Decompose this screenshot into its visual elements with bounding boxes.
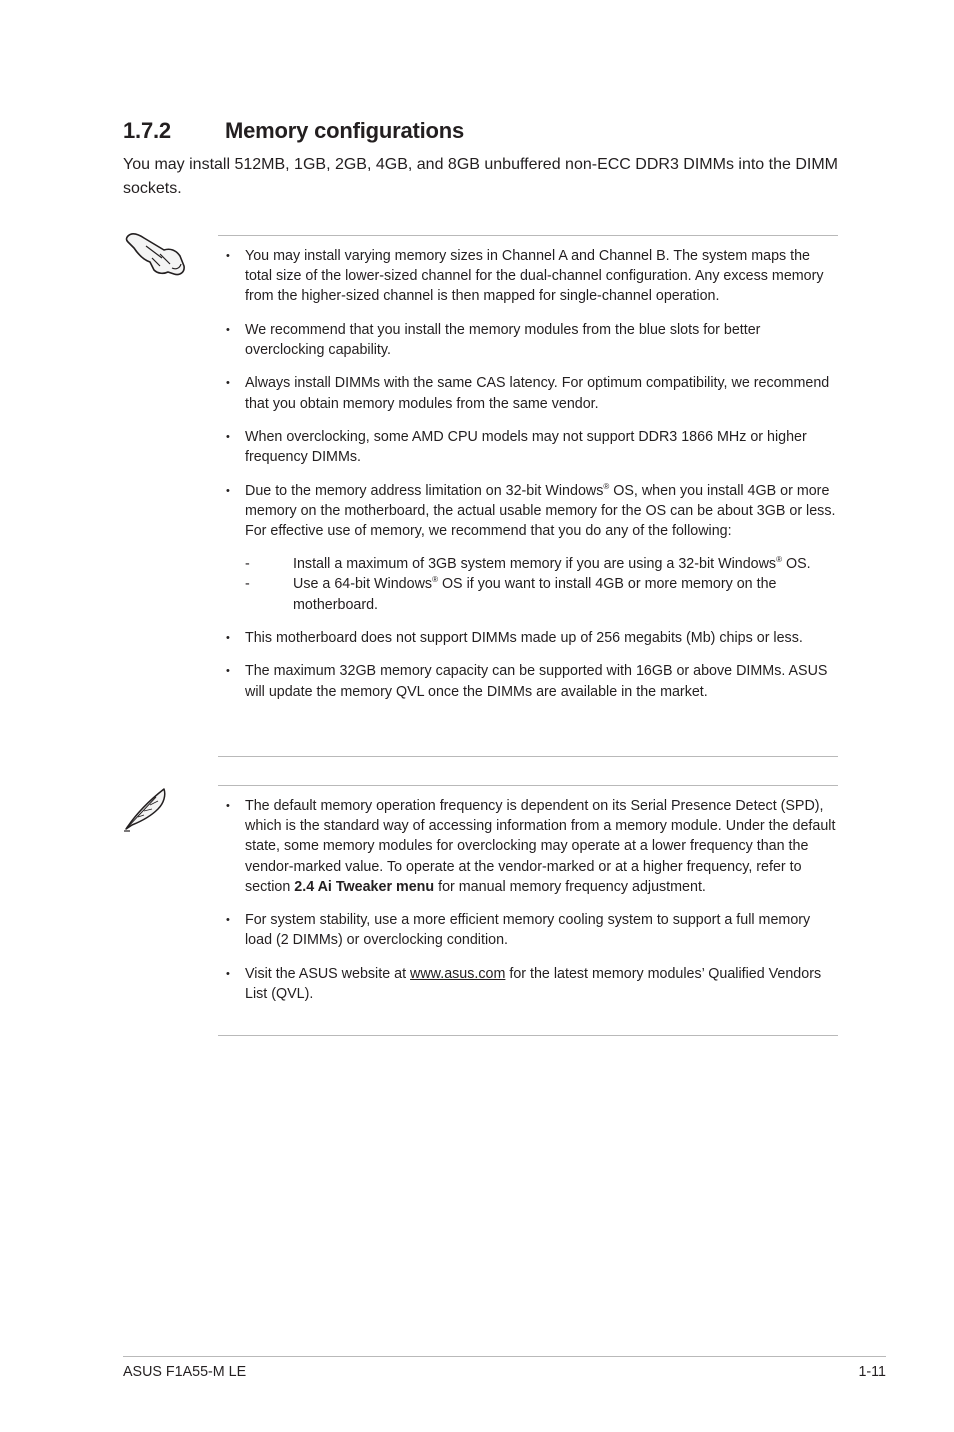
item-text: OS, when you install 4GB or more memory on the motherboard, the actual usable memory for the OS can be about 3GB or less. For effective use of memory, we recommend that you do any of the following: bbox=[245, 482, 836, 539]
important-list bbox=[226, 246, 838, 715]
list-item: • This motherboard does not support DIMMs made up of 256 megabits (Mb) chips or less. bbox=[226, 628, 838, 648]
list-item: • We recommend that you install the memory modules from the blue slots for better overclocking capability. bbox=[226, 320, 838, 360]
sub-list bbox=[245, 554, 838, 615]
note-list bbox=[226, 796, 838, 1017]
important-box bbox=[218, 235, 838, 757]
list-item bbox=[226, 964, 838, 1004]
item-text: Due to the memory address limitation on 32-bit Windows bbox=[245, 482, 604, 499]
list-item: • You may install varying memory sizes in Channel A and Channel B. The system maps the total size of the lower-sized channel for the dual-channel configuration. Any excess memory from the higher-sized channel is then mapped for single-channel operation. bbox=[226, 246, 838, 307]
section-title: Memory configurations bbox=[225, 118, 465, 143]
section-heading bbox=[123, 118, 464, 144]
sub-list-item bbox=[245, 554, 838, 574]
sub-item-text: OS. bbox=[782, 556, 811, 573]
sub-item-text: Use a 64-bit Windows bbox=[293, 576, 433, 593]
sub-item-text: Install a maximum of 3GB system memory if you are using a 32-bit Windows bbox=[293, 556, 777, 573]
item-text: Visit the ASUS website at bbox=[245, 965, 411, 982]
list-item bbox=[226, 796, 838, 897]
section-number: 1.7.2 bbox=[123, 118, 171, 143]
hand-pointing-icon bbox=[124, 228, 188, 280]
sub-list-item bbox=[245, 574, 838, 614]
registered-mark: ® bbox=[432, 575, 438, 585]
sub-item-text: OS if you want to install 4GB or more memory on the motherboard. bbox=[293, 576, 777, 613]
list-item: • When overclocking, some AMD CPU models may not support DDR3 1866 MHz or higher frequency DIMMs. bbox=[226, 427, 838, 467]
feather-pen-icon bbox=[120, 785, 172, 833]
section-reference: 2.4 Ai Tweaker menu bbox=[294, 878, 435, 895]
list-item bbox=[226, 481, 838, 615]
registered-mark: ® bbox=[776, 555, 782, 565]
note-box bbox=[218, 785, 838, 1036]
item-text: for manual memory frequency adjustment. bbox=[434, 878, 706, 895]
footer-divider bbox=[123, 1356, 886, 1357]
list-item: • For system stability, use a more efficient memory cooling system to support a full memory load (2 DIMMs) or overclocking condition. bbox=[226, 910, 838, 950]
list-item: • The maximum 32GB memory capacity can be supported with 16GB or above DIMMs. ASUS will update the memory QVL once the DIMMs are available in the market. bbox=[226, 661, 838, 701]
intro-paragraph: You may install 512MB, 1GB, 2GB, 4GB, and 8GB unbuffered non-ECC DDR3 DIMMs into the DIMM sockets. bbox=[123, 156, 838, 197]
item-text: The default memory operation frequency is dependent on its Serial Presence Detect (SPD), which is the standard way of accessing information from a memory module. Under the default state, some memory modules for overclocking may operate at a lower frequency than the vendor-marked value. To operate at the vendor-marked or at a higher frequency, refer to section bbox=[245, 798, 836, 895]
item-text: for the latest memory modules’ Qualified Vendors List (QVL). bbox=[245, 965, 822, 1002]
list-item: • Always install DIMMs with the same CAS latency. For optimum compatibility, we recommend that you obtain memory modules from the same vendor. bbox=[226, 373, 838, 413]
registered-mark: ® bbox=[603, 481, 610, 491]
asus-website-link[interactable]: www.asus.com bbox=[410, 965, 506, 982]
footer-product-name: ASUS F1A55-M LE bbox=[123, 1364, 247, 1380]
page-number: 1-11 bbox=[858, 1364, 886, 1380]
